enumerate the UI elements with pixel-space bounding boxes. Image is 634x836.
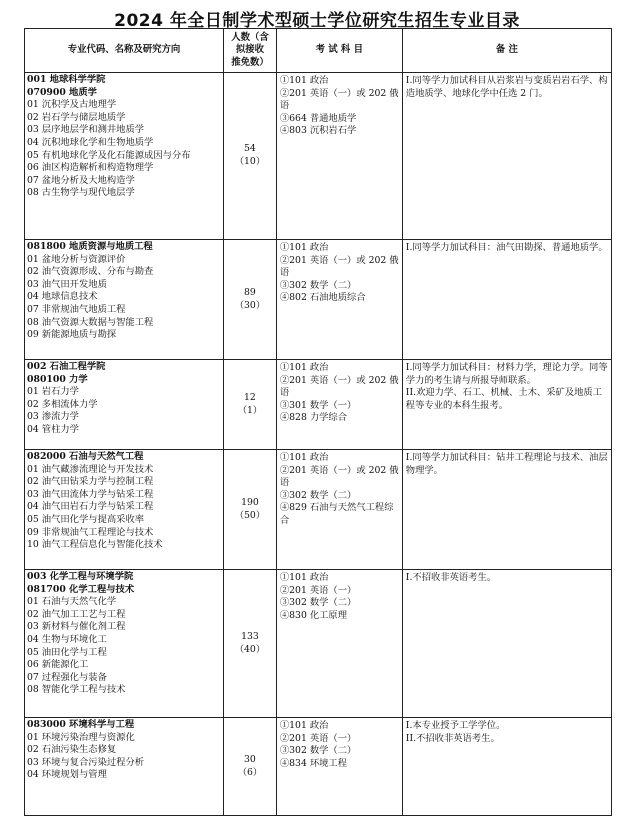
exam-subject: ③302 数学（二） xyxy=(279,597,357,609)
research-direction: 06 新能源化工 xyxy=(27,659,89,671)
research-direction: 04 沉积地球化学和生物地质学 xyxy=(27,136,154,148)
research-direction: 08 油气资源大数据与智能工程 xyxy=(27,316,154,328)
research-direction: 02 油气资源形成、分布与勘查 xyxy=(27,266,154,278)
research-direction: 03 油气田开发地质 xyxy=(27,278,107,290)
exam-cell xyxy=(276,240,402,360)
program-catalog-table xyxy=(24,28,612,816)
research-direction: 01 油气藏渗流理论与开发技术 xyxy=(27,463,154,475)
note-text: I.同等学力加试科目：材料力学，理论力学。同等学力的考生请与所报导师联系。 xyxy=(405,362,608,386)
exam-subject: ③302 数学（二） xyxy=(279,745,357,757)
header-exam: 考 试 科 目 xyxy=(276,29,402,73)
note-text: I.本专业授予工学学位。 xyxy=(405,720,506,731)
major-cell xyxy=(25,240,224,360)
quota-value: 190 xyxy=(241,496,259,508)
exam-subject: ①101 政治 xyxy=(279,75,329,86)
exam-subject: ④829 石油与天然气工程综合 xyxy=(279,502,394,526)
header-note: 备 注 xyxy=(402,29,611,73)
research-direction: 03 新材料与催化剂工程 xyxy=(27,621,126,633)
research-direction: 02 油气加工工艺与工程 xyxy=(27,608,126,620)
research-direction: 09 非常规油气工程理论与技术 xyxy=(27,526,154,538)
research-direction: 02 多相流体力学 xyxy=(27,398,98,410)
research-direction: 07 盆地分析及大地构造学 xyxy=(27,174,135,186)
research-direction: 01 沉积学及古地理学 xyxy=(27,99,117,111)
quota-cell xyxy=(224,73,277,240)
research-direction: 10 油气工程信息化与智能化技术 xyxy=(27,539,163,551)
exam-subject: ④802 石油地质综合 xyxy=(279,292,366,304)
quota-value: 133 xyxy=(241,630,259,642)
research-direction: 01 环境污染治理与资源化 xyxy=(27,731,135,743)
table-row xyxy=(25,360,612,450)
exam-subject: ②201 英语（一）或 202 俄语 xyxy=(279,464,399,489)
major-name: 070900 地质学 xyxy=(27,86,97,98)
research-direction: 01 盆地分析与资源评价 xyxy=(27,253,126,265)
quota-cell xyxy=(224,240,277,360)
school-name: 001 地球科学学院 xyxy=(27,74,106,85)
exam-subject: ①101 政治 xyxy=(279,362,329,373)
exam-subject: ①101 政治 xyxy=(279,572,329,583)
exam-subject: ②201 英语（一） xyxy=(279,584,357,596)
exam-subject: ①101 政治 xyxy=(279,242,329,253)
research-direction: 06 油区构造解析和构造物理学 xyxy=(27,162,154,174)
major-cell xyxy=(25,360,224,450)
note-cell xyxy=(402,718,611,816)
note-cell xyxy=(402,570,611,718)
research-direction: 05 油气田化学与提高采收率 xyxy=(27,513,145,525)
exam-subject: ②201 英语（一）或 202 俄语 xyxy=(279,374,399,399)
exam-subject: ①101 政治 xyxy=(279,452,329,463)
exam-subject: ④834 环境工程 xyxy=(279,757,348,769)
quota-cell xyxy=(224,718,277,816)
research-direction: 02 岩石学与储层地质学 xyxy=(27,111,126,123)
note-text: I.同等学力加试科目从岩浆岩与变质岩岩石学、构造地质学、地球化学中任选 2 门。 xyxy=(405,75,608,99)
school-name: 003 化学工程与环境学院 xyxy=(27,571,134,582)
major-cell xyxy=(25,450,224,570)
research-direction: 07 非常规油气地质工程 xyxy=(27,303,126,315)
exempt-value: （6） xyxy=(237,766,263,778)
research-direction: 03 油气田流体力学与钻采工程 xyxy=(27,488,154,500)
exam-subject: ③664 普通地质学 xyxy=(279,112,357,124)
table-row xyxy=(25,570,612,718)
exempt-value: （10） xyxy=(234,156,266,167)
exempt-value: （30） xyxy=(234,299,266,311)
research-direction: 04 地球信息技术 xyxy=(27,291,98,303)
research-direction: 01 岩石力学 xyxy=(27,386,79,398)
research-direction: 08 古生物学与现代地层学 xyxy=(27,187,135,199)
research-direction: 03 层序地层学和测井地质学 xyxy=(27,124,145,136)
exam-cell xyxy=(276,450,402,570)
table-row xyxy=(25,73,612,240)
major-name: 082000 石油与天然气工程 xyxy=(27,451,144,462)
note-cell xyxy=(402,240,611,360)
research-direction: 04 环境规划与管理 xyxy=(27,769,107,781)
note-cell xyxy=(402,360,611,450)
exam-subject: ④830 化工原理 xyxy=(279,609,348,621)
research-direction: 03 环境与复合污染过程分析 xyxy=(27,756,145,768)
research-direction: 05 有机地球化学及化石能源成因与分布 xyxy=(27,149,191,161)
major-name: 083000 环境科学与工程 xyxy=(27,719,135,730)
quota-cell xyxy=(224,570,277,718)
major-cell xyxy=(25,570,224,718)
exempt-value: （40） xyxy=(234,643,266,655)
table-row xyxy=(25,240,612,360)
exam-subject: ④803 沉积岩石学 xyxy=(279,125,357,137)
quota-value: 54 xyxy=(244,143,256,155)
exempt-value: （50） xyxy=(234,509,266,521)
quota-value: 12 xyxy=(244,391,256,403)
exam-subject: ①101 政治 xyxy=(279,720,329,731)
major-name: 081700 化学工程与技术 xyxy=(27,583,135,595)
exam-cell xyxy=(276,570,402,718)
exempt-value: （1） xyxy=(237,404,263,416)
note-text: II.不招收非英语考生。 xyxy=(405,732,500,744)
header-quota-line: 推免数） xyxy=(231,56,269,68)
exam-cell xyxy=(276,718,402,816)
research-direction: 07 过程强化与装备 xyxy=(27,671,107,683)
research-direction: 01 石油与天然气化学 xyxy=(27,596,117,608)
exam-cell xyxy=(276,360,402,450)
research-direction: 02 石油污染生态修复 xyxy=(27,744,117,756)
research-direction: 09 新能源地质与勘探 xyxy=(27,329,117,341)
research-direction: 04 生物与环境化工 xyxy=(27,633,107,645)
research-direction: 08 智能化学工程与技术 xyxy=(27,684,126,696)
research-direction: 04 油气田岩石力学与钻采工程 xyxy=(27,501,154,513)
note-cell xyxy=(402,450,611,570)
note-text: II.欢迎力学、石工、机械、土木、采矿及地质工程等专业的本科生报考。 xyxy=(405,387,603,411)
research-direction: 04 管柱力学 xyxy=(27,423,79,435)
exam-subject: ③302 数学（二） xyxy=(279,279,357,291)
note-text: I.同等学力加试科目：油气田勘探、普通地质学。 xyxy=(405,242,608,253)
research-direction: 03 渗流力学 xyxy=(27,411,79,423)
exam-cell xyxy=(276,73,402,240)
page-title: 2024 年全日制学术型硕士学位研究生招生专业目录 xyxy=(114,11,520,31)
major-name: 081800 地质资源与地质工程 xyxy=(27,241,153,252)
quota-cell xyxy=(224,360,277,450)
major-cell xyxy=(25,718,224,816)
header-quota xyxy=(224,29,277,73)
table-row xyxy=(25,718,612,816)
exam-subject: ③301 数学（一） xyxy=(279,399,357,411)
major-cell xyxy=(25,73,224,240)
header-quota-line: 拟接收 xyxy=(235,44,265,56)
exam-subject: ②201 英语（一） xyxy=(279,732,357,744)
major-name: 080100 力学 xyxy=(27,373,88,385)
header-major: 专业代码、名称及研究方向 xyxy=(25,29,224,73)
table-header-row xyxy=(25,29,612,73)
note-text: I.不招收非英语考生。 xyxy=(405,572,497,583)
exam-subject: ②201 英语（一）或 202 俄语 xyxy=(279,87,399,112)
quota-cell xyxy=(224,450,277,570)
header-quota-line: 人数（含 xyxy=(231,31,269,43)
research-direction: 02 油气田钻采力学与控制工程 xyxy=(27,476,154,488)
quota-value: 89 xyxy=(244,286,256,298)
quota-value: 30 xyxy=(244,753,256,765)
note-cell xyxy=(402,73,611,240)
note-text: I.同等学力加试科目：钻井工程理论与技术、油层物理学。 xyxy=(405,452,608,476)
exam-subject: ④828 力学综合 xyxy=(279,412,348,424)
table-row xyxy=(25,450,612,570)
exam-subject: ③302 数学（二） xyxy=(279,489,357,501)
school-name: 002 石油工程学院 xyxy=(27,361,106,372)
research-direction: 05 油田化学与工程 xyxy=(27,646,107,658)
exam-subject: ②201 英语（一）或 202 俄语 xyxy=(279,254,399,279)
